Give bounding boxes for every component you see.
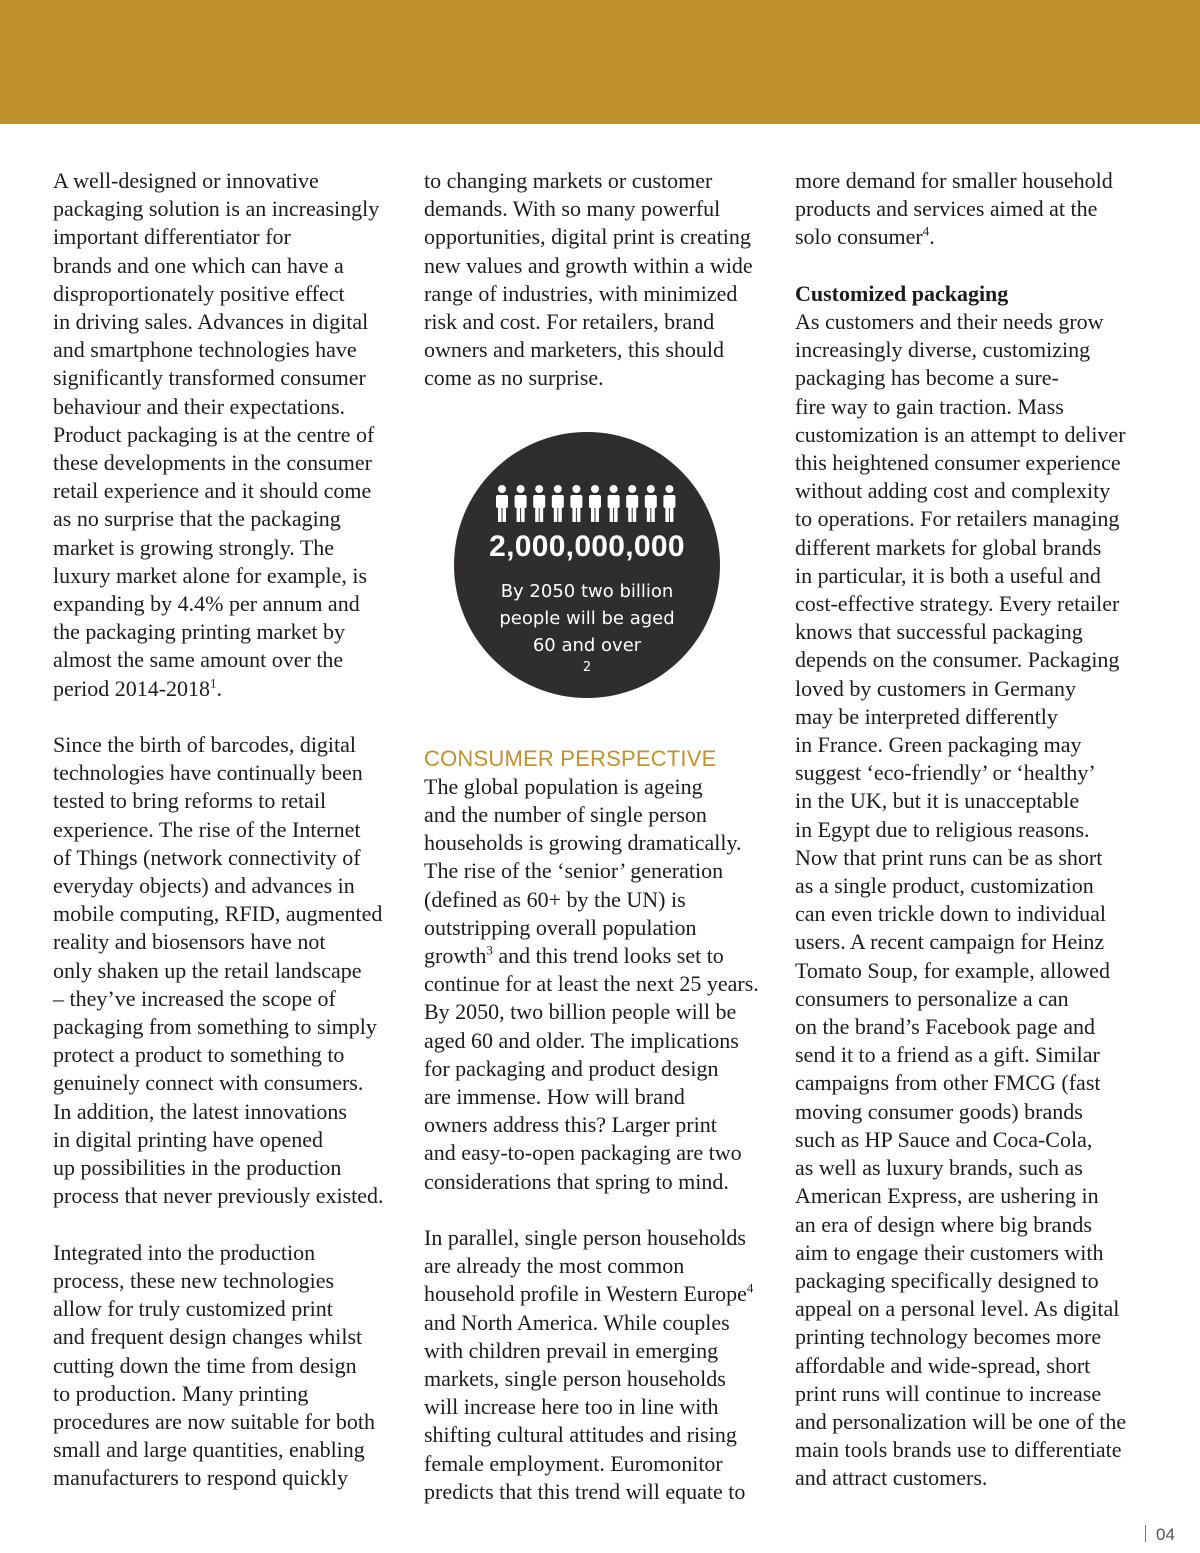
text-line: depends on the consumer. Packaging: [795, 647, 1120, 673]
text-line: – they’ve increased the scope of: [53, 985, 336, 1011]
text-line: and North America. While couples: [424, 1309, 730, 1335]
text-line: range of industries, with minimized: [424, 280, 738, 306]
text-line: aim to engage their customers with: [795, 1239, 1104, 1265]
text-line: significantly transformed consumer: [53, 365, 366, 391]
stat-caption: [454, 578, 720, 686]
text-line: brands and one which can have a: [53, 252, 344, 278]
text-line: packaging from something to simply: [53, 1014, 377, 1040]
text-line: packaging specifically designed to: [795, 1267, 1099, 1293]
paragraph-intro: [53, 167, 418, 703]
text-line: are immense. How will brand: [424, 1084, 685, 1110]
text-line: different markets for global brands: [795, 534, 1102, 560]
text-line: genuinely connect with consumers.: [53, 1070, 364, 1096]
footnote-ref: 1: [210, 675, 217, 691]
text-line: up possibilities in the production: [53, 1155, 342, 1181]
text-line: and the number of single person: [424, 802, 707, 828]
subheading-customized: Customized packaging: [795, 280, 1009, 306]
text-line: expanding by 4.4% per annum and: [53, 591, 360, 617]
text-line: small and large quantities, enabling: [53, 1437, 365, 1463]
text-line: risk and cost. For retailers, brand: [424, 309, 715, 335]
text-line: (defined as 60+ by the UN) is: [424, 886, 686, 912]
text-line: users. A recent campaign for Heinz: [795, 929, 1105, 955]
stat-number: 2,000,000,000: [489, 530, 685, 563]
text-line: on the brand’s Facebook page and: [795, 1014, 1095, 1040]
text-line: protect a product to something to: [53, 1042, 345, 1068]
stat-callout: [454, 432, 720, 698]
column-3: [795, 167, 1160, 1493]
text-line: experience. The rise of the Internet: [53, 816, 361, 842]
footnote-ref: 2: [582, 660, 592, 675]
text-line: female employment. Euromonitor: [424, 1450, 723, 1476]
text-line: retail experience and it should come: [53, 478, 372, 504]
text-line: for packaging and product design: [424, 1055, 719, 1081]
text-fragment: .: [216, 675, 223, 701]
text-line: as a single product, customization: [795, 873, 1094, 899]
text-line: everyday objects) and advances in: [53, 873, 355, 899]
text-line: opportunities, digital print is creating: [424, 224, 751, 250]
text-line: packaging has become a sure-: [795, 365, 1059, 391]
text-line: in the UK, but it is unacceptable: [795, 788, 1080, 814]
text-line: an era of design where big brands: [795, 1211, 1092, 1237]
text-line: manufacturers to respond quickly: [53, 1465, 349, 1491]
text-line: disproportionately positive effect: [53, 280, 345, 306]
text-line: increasingly diverse, customizing: [795, 337, 1091, 363]
text-line: moving consumer goods) brands: [795, 1098, 1083, 1124]
text-line: demands. With so many powerful: [424, 196, 721, 222]
caption-line: people will be aged: [499, 608, 675, 629]
text-line: As customers and their needs grow: [795, 309, 1104, 334]
text-line: owners address this? Larger print: [424, 1112, 717, 1138]
text-line: loved by customers in Germany: [795, 675, 1077, 701]
page-number-text: 04: [1156, 1525, 1175, 1544]
text-line: affordable and wide-spread, short: [795, 1352, 1091, 1378]
text-line: almost the same amount over the: [53, 647, 344, 673]
text-fragment: period 2014-2018: [53, 675, 211, 701]
text-line: procedures are now suitable for both: [53, 1408, 375, 1434]
text-line: reality and biosensors have not: [53, 929, 326, 955]
text-line: mobile computing, RFID, augmented: [53, 901, 383, 927]
text-line: in particular, it is both a useful and: [795, 562, 1101, 588]
caption-line: [454, 632, 720, 686]
text-fragment: and this trend looks set to: [492, 943, 724, 969]
paragraph-integrated: [53, 1239, 418, 1493]
text-line: cost-effective strategy. Every retailer: [795, 591, 1120, 617]
text-line: behaviour and their expectations.: [53, 393, 346, 419]
text-line: Since the birth of barcodes, digital: [53, 732, 357, 758]
paragraph-consumer: [424, 773, 784, 1196]
text-line: main tools brands use to differentiate: [795, 1437, 1122, 1463]
text-fragment: .: [929, 224, 935, 250]
text-line: as well as luxury brands, such as: [795, 1155, 1083, 1181]
text-line: continue for at least the next 25 years.: [424, 971, 759, 997]
text-line: only shaken up the retail landscape: [53, 957, 362, 983]
text-line: and smartphone technologies have: [53, 337, 357, 363]
text-line: tested to bring reforms to retail: [53, 788, 327, 814]
footnote-ref: 4: [746, 1281, 754, 1297]
text-line: to operations. For retailers managing: [795, 506, 1120, 532]
text-line: and easy-to-open packaging are two: [424, 1140, 742, 1166]
text-line: households is growing dramatically.: [424, 830, 742, 856]
text-line: in digital printing have opened: [53, 1126, 324, 1152]
text-line: in Egypt due to religious reasons.: [795, 816, 1090, 842]
text-fragment: household profile in Western Europe: [424, 1281, 747, 1307]
text-line: consumers to personalize a can: [795, 985, 1069, 1011]
text-fragment: growth: [424, 943, 487, 969]
text-line: important differentiator for: [53, 224, 291, 250]
text-line: process that never previously existed.: [53, 1183, 384, 1209]
text-line: Now that print runs can be as short: [795, 844, 1103, 870]
text-line: fire way to gain traction. Mass: [795, 393, 1064, 419]
text-line: considerations that spring to mind.: [424, 1168, 729, 1194]
text-line: outstripping overall population: [424, 914, 697, 940]
text-line: this heightened consumer experience: [795, 450, 1121, 476]
text-line: suggest ‘eco-friendly’ or ‘healthy’: [795, 760, 1096, 786]
text-line: in driving sales. Advances in digital: [53, 309, 369, 335]
people-icon: [494, 484, 680, 524]
text-line: technologies have continually been: [53, 760, 363, 786]
text-line: Product packaging is at the centre of: [53, 421, 375, 447]
text-line: such as HP Sauce and Coca-Cola,: [795, 1126, 1093, 1152]
text-line: of Things (network connectivity of: [53, 844, 361, 870]
text-line: are already the most common: [424, 1253, 685, 1279]
text-fragment: 60 and over: [532, 635, 642, 656]
text-line: and personalization will be one of the: [795, 1408, 1127, 1434]
text-line: printing technology becomes more: [795, 1324, 1102, 1350]
text-line: aged 60 and older. The implications: [424, 1027, 739, 1053]
text-line: appeal on a personal level. As digital: [795, 1296, 1120, 1322]
text-line: can even trickle down to individual: [795, 901, 1106, 927]
text-line: owners and marketers, this should: [424, 337, 724, 363]
text-line: more demand for smaller household: [795, 168, 1113, 193]
text-line: market is growing strongly. The: [53, 534, 335, 560]
text-line: and attract customers.: [795, 1465, 988, 1491]
text-line: customization is an attempt to deliver: [795, 421, 1126, 447]
text-line: these developments in the consumer: [53, 450, 372, 476]
text-line: new values and growth within a wide: [424, 252, 753, 278]
text-line: American Express, are ushering in: [795, 1183, 1099, 1209]
text-line: as no surprise that the packaging: [53, 506, 341, 532]
header-band: [0, 0, 1200, 124]
footnote-ref: 3: [486, 942, 493, 958]
text-line: print runs will continue to increase: [795, 1380, 1102, 1406]
text-line: In parallel, single person households: [424, 1225, 746, 1251]
text-line: In addition, the latest innovations: [53, 1098, 347, 1124]
text-line: with children prevail in emerging: [424, 1337, 719, 1363]
text-line: the packaging printing market by: [53, 619, 346, 645]
text-line: Tomato Soup, for example, allowed: [795, 957, 1110, 983]
text-line: [424, 1280, 784, 1308]
text-line: to changing markets or customer: [424, 168, 713, 193]
text-line: knows that successful packaging: [795, 619, 1083, 645]
paragraph-households: [424, 1224, 784, 1506]
text-fragment: solo consumer: [795, 224, 923, 250]
column-1: [53, 167, 418, 1493]
paragraph-barcodes: [53, 731, 418, 1210]
text-line: will increase here too in line with: [424, 1394, 719, 1420]
text-line: The rise of the ‘senior’ generation: [424, 858, 724, 884]
text-line: may be interpreted differently: [795, 703, 1058, 729]
text-line: to production. Many printing: [53, 1380, 309, 1406]
text-line: markets, single person households: [424, 1366, 726, 1392]
text-line: The global population is ageing: [424, 773, 703, 799]
text-line: packaging solution is an increasingly: [53, 196, 380, 222]
section-title: CONSUMER PERSPECTIVE: [424, 745, 717, 771]
text-line: products and services aimed at the: [795, 196, 1098, 222]
text-line: [424, 942, 784, 970]
text-line: without adding cost and complexity: [795, 478, 1111, 504]
paragraph-solo: [795, 167, 1160, 252]
text-line: shifting cultural attitudes and rising: [424, 1422, 737, 1448]
text-line: send it to a friend as a gift. Similar: [795, 1042, 1100, 1068]
text-line: Integrated into the production: [53, 1239, 316, 1265]
text-line: cutting down the time from design: [53, 1352, 357, 1378]
page-number-divider: [1145, 1525, 1146, 1542]
text-line: luxury market alone for example, is: [53, 562, 368, 588]
text-line: and frequent design changes whilst: [53, 1324, 363, 1350]
text-line: allow for truly customized print: [53, 1296, 333, 1322]
page-number: [1145, 1525, 1175, 1545]
text-line: come as no surprise.: [424, 365, 604, 391]
paragraph-markets: [424, 167, 784, 393]
text-line: campaigns from other FMCG (fast: [795, 1070, 1101, 1096]
text-line: process, these new technologies: [53, 1267, 335, 1293]
caption-line: By 2050 two billion: [500, 581, 674, 602]
text-line: in France. Green packaging may: [795, 732, 1082, 758]
footnote-ref: 4: [922, 224, 930, 240]
paragraph-customized: [795, 308, 1160, 1493]
text-line: predicts that this trend will equate to: [424, 1478, 746, 1504]
text-line: [795, 223, 1160, 251]
text-line: A well-designed or innovative: [53, 168, 319, 193]
text-line: [53, 675, 418, 703]
text-line: By 2050, two billion people will be: [424, 999, 737, 1025]
column-2: [424, 167, 784, 1506]
